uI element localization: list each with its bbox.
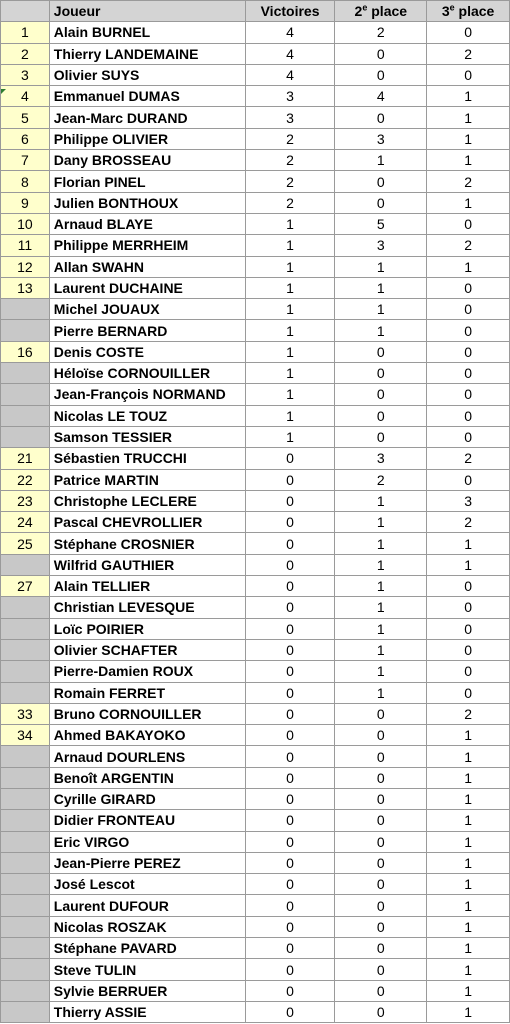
table-row — [1, 341, 510, 362]
third-place-cell[interactable]: 0 — [427, 299, 510, 320]
rank-cell[interactable]: 25 — [1, 533, 50, 554]
player-name-cell[interactable]: Pierre-Damien ROUX — [49, 661, 245, 682]
player-name-cell[interactable]: Romain FERRET — [49, 682, 245, 703]
second-place-cell[interactable]: 2 — [335, 22, 427, 43]
third-place-cell[interactable]: 2 — [427, 171, 510, 192]
header-second-place[interactable] — [335, 1, 427, 22]
third-place-cell[interactable]: 1 — [427, 916, 510, 937]
second-place-cell[interactable]: 5 — [335, 213, 427, 234]
second-place-cell[interactable]: 0 — [335, 1001, 427, 1022]
wins-cell[interactable]: 0 — [245, 448, 335, 469]
table-row — [1, 852, 510, 873]
rank-cell[interactable]: 8 — [1, 171, 50, 192]
header-third-sup: e — [449, 2, 455, 13]
third-place-cell[interactable]: 3 — [427, 490, 510, 511]
header-second-suffix: place — [367, 3, 408, 20]
table-row — [1, 384, 510, 405]
wins-cell[interactable]: 0 — [245, 512, 335, 533]
second-place-cell[interactable]: 0 — [335, 64, 427, 85]
table-row — [1, 128, 510, 149]
header-rank[interactable] — [1, 1, 50, 22]
wins-cell[interactable]: 0 — [245, 831, 335, 852]
third-place-cell[interactable]: 2 — [427, 703, 510, 724]
wins-cell[interactable]: 0 — [245, 959, 335, 980]
second-place-cell[interactable]: 0 — [335, 725, 427, 746]
table-row — [1, 618, 510, 639]
player-name-cell[interactable]: Wilfrid GAUTHIER — [49, 554, 245, 575]
wins-cell[interactable]: 1 — [245, 363, 335, 384]
table-row — [1, 639, 510, 660]
player-name-cell[interactable]: Allan SWAHN — [49, 256, 245, 277]
table-row — [1, 767, 510, 788]
second-place-cell[interactable]: 1 — [335, 682, 427, 703]
table-row — [1, 235, 510, 256]
third-place-cell[interactable]: 1 — [427, 959, 510, 980]
table-row — [1, 533, 510, 554]
player-name-cell[interactable]: Arnaud BLAYE — [49, 213, 245, 234]
wins-cell[interactable]: 2 — [245, 171, 335, 192]
third-place-cell[interactable]: 1 — [427, 810, 510, 831]
player-name-cell[interactable]: Philippe MERRHEIM — [49, 235, 245, 256]
player-name-cell[interactable]: Philippe OLIVIER — [49, 128, 245, 149]
wins-cell[interactable]: 0 — [245, 767, 335, 788]
rank-cell[interactable]: 6 — [1, 128, 50, 149]
second-place-cell[interactable]: 0 — [335, 874, 427, 895]
second-place-cell[interactable]: 0 — [335, 895, 427, 916]
player-name-cell[interactable]: Ahmed BAKAYOKO — [49, 725, 245, 746]
wins-cell[interactable]: 0 — [245, 980, 335, 1001]
second-place-cell[interactable]: 3 — [335, 235, 427, 256]
rank-cell[interactable]: 1 — [1, 22, 50, 43]
header-third-suffix: place — [454, 3, 495, 20]
wins-cell[interactable]: 2 — [245, 128, 335, 149]
second-place-cell[interactable]: 1 — [335, 277, 427, 298]
table-row — [1, 682, 510, 703]
table-row — [1, 192, 510, 213]
wins-cell[interactable]: 0 — [245, 746, 335, 767]
table-row — [1, 363, 510, 384]
third-place-cell[interactable]: 0 — [427, 682, 510, 703]
player-name-cell[interactable]: Héloïse CORNOUILLER — [49, 363, 245, 384]
rank-cell[interactable]: 12 — [1, 256, 50, 277]
third-place-cell[interactable]: 0 — [427, 576, 510, 597]
second-place-cell[interactable]: 0 — [335, 363, 427, 384]
third-place-cell[interactable]: 0 — [427, 213, 510, 234]
rank-cell[interactable]: 10 — [1, 213, 50, 234]
second-place-cell[interactable]: 1 — [335, 554, 427, 575]
third-place-cell[interactable]: 0 — [427, 639, 510, 660]
table-row — [1, 64, 510, 85]
wins-cell[interactable]: 0 — [245, 618, 335, 639]
second-place-cell[interactable]: 1 — [335, 661, 427, 682]
rank-cell[interactable] — [1, 1001, 50, 1022]
rank-cell[interactable] — [1, 788, 50, 809]
third-place-cell[interactable]: 2 — [427, 448, 510, 469]
table-row — [1, 980, 510, 1001]
comment-marker-icon — [1, 89, 6, 94]
third-place-cell[interactable]: 2 — [427, 43, 510, 64]
rank-cell[interactable]: 11 — [1, 235, 50, 256]
table-row — [1, 1001, 510, 1022]
second-place-cell[interactable]: 0 — [335, 341, 427, 362]
rank-cell[interactable] — [1, 980, 50, 1001]
table-row — [1, 213, 510, 234]
table-row — [1, 554, 510, 575]
rank-cell[interactable] — [1, 405, 50, 426]
player-name-cell[interactable]: Benoît ARGENTIN — [49, 767, 245, 788]
second-place-cell[interactable]: 0 — [335, 384, 427, 405]
table-row — [1, 405, 510, 426]
table-row — [1, 469, 510, 490]
player-name-cell[interactable]: Dany BROSSEAU — [49, 150, 245, 171]
wins-cell[interactable]: 3 — [245, 86, 335, 107]
third-place-cell[interactable]: 1 — [427, 788, 510, 809]
wins-cell[interactable]: 3 — [245, 107, 335, 128]
player-name-cell[interactable]: Steve TULIN — [49, 959, 245, 980]
second-place-cell[interactable]: 0 — [335, 788, 427, 809]
player-name-cell[interactable]: Samson TESSIER — [49, 426, 245, 447]
rank-cell[interactable] — [1, 746, 50, 767]
third-place-cell[interactable]: 0 — [427, 469, 510, 490]
wins-cell[interactable]: 1 — [245, 256, 335, 277]
rank-cell[interactable]: 16 — [1, 341, 50, 362]
header-row — [1, 1, 510, 22]
rank-cell[interactable] — [1, 831, 50, 852]
third-place-cell[interactable]: 0 — [427, 405, 510, 426]
table-row — [1, 320, 510, 341]
second-place-cell[interactable]: 1 — [335, 320, 427, 341]
third-place-cell[interactable]: 1 — [427, 852, 510, 873]
rank-cell[interactable] — [1, 852, 50, 873]
rank-cell[interactable] — [1, 767, 50, 788]
player-name-cell[interactable]: Alain TELLIER — [49, 576, 245, 597]
second-place-cell[interactable]: 0 — [335, 767, 427, 788]
rank-cell[interactable] — [1, 384, 50, 405]
wins-cell[interactable]: 1 — [245, 320, 335, 341]
wins-cell[interactable]: 0 — [245, 490, 335, 511]
table-row — [1, 831, 510, 852]
rank-cell[interactable]: 34 — [1, 725, 50, 746]
wins-cell[interactable]: 1 — [245, 384, 335, 405]
third-place-cell[interactable]: 1 — [427, 874, 510, 895]
wins-cell[interactable]: 0 — [245, 703, 335, 724]
second-place-cell[interactable]: 3 — [335, 448, 427, 469]
third-place-cell[interactable]: 0 — [427, 22, 510, 43]
rank-cell[interactable] — [1, 895, 50, 916]
wins-cell[interactable]: 0 — [245, 1001, 335, 1022]
wins-cell[interactable]: 0 — [245, 639, 335, 660]
table-row — [1, 703, 510, 724]
table-row — [1, 810, 510, 831]
third-place-cell[interactable]: 1 — [427, 938, 510, 959]
wins-cell[interactable]: 0 — [245, 788, 335, 809]
player-name-cell[interactable]: Stéphane CROSNIER — [49, 533, 245, 554]
wins-cell[interactable]: 0 — [245, 938, 335, 959]
header-player[interactable]: Joueur — [49, 1, 245, 22]
third-place-cell[interactable]: 0 — [427, 384, 510, 405]
third-place-cell[interactable]: 0 — [427, 363, 510, 384]
player-name-cell[interactable]: Thierry LANDEMAINE — [49, 43, 245, 64]
second-place-cell[interactable]: 0 — [335, 831, 427, 852]
player-name-cell[interactable]: Loïc POIRIER — [49, 618, 245, 639]
third-place-cell[interactable]: 1 — [427, 831, 510, 852]
third-place-cell[interactable]: 1 — [427, 128, 510, 149]
header-third-prefix: 3 — [441, 3, 450, 20]
second-place-cell[interactable]: 0 — [335, 916, 427, 937]
player-name-cell[interactable]: Jean-François NORMAND — [49, 384, 245, 405]
third-place-cell[interactable]: 0 — [427, 341, 510, 362]
wins-cell[interactable]: 4 — [245, 22, 335, 43]
second-place-cell[interactable]: 0 — [335, 703, 427, 724]
second-place-cell[interactable]: 0 — [335, 192, 427, 213]
second-place-cell[interactable]: 0 — [335, 810, 427, 831]
player-name-cell[interactable]: Jean-Pierre PEREZ — [49, 852, 245, 873]
player-name-cell[interactable]: Jean-Marc DURAND — [49, 107, 245, 128]
rank-cell[interactable] — [1, 320, 50, 341]
player-name-cell[interactable]: Florian PINEL — [49, 171, 245, 192]
second-place-cell[interactable]: 1 — [335, 576, 427, 597]
third-place-cell[interactable]: 2 — [427, 235, 510, 256]
player-name-cell[interactable]: Michel JOUAUX — [49, 299, 245, 320]
player-name-cell[interactable]: Laurent DUCHAINE — [49, 277, 245, 298]
third-place-cell[interactable]: 0 — [427, 661, 510, 682]
wins-cell[interactable]: 0 — [245, 810, 335, 831]
player-name-cell[interactable]: Alain BURNEL — [49, 22, 245, 43]
second-place-cell[interactable]: 0 — [335, 852, 427, 873]
third-place-cell[interactable]: 1 — [427, 725, 510, 746]
rank-cell[interactable]: 13 — [1, 277, 50, 298]
second-place-cell[interactable]: 0 — [335, 746, 427, 767]
rank-cell[interactable]: 21 — [1, 448, 50, 469]
rank-cell[interactable] — [1, 682, 50, 703]
wins-cell[interactable]: 0 — [245, 576, 335, 597]
rank-cell[interactable] — [1, 916, 50, 937]
second-place-cell[interactable]: 0 — [335, 980, 427, 1001]
third-place-cell[interactable]: 1 — [427, 533, 510, 554]
wins-cell[interactable]: 1 — [245, 235, 335, 256]
table-row — [1, 171, 510, 192]
second-place-cell[interactable]: 0 — [335, 107, 427, 128]
wins-cell[interactable]: 0 — [245, 895, 335, 916]
table-row — [1, 22, 510, 43]
wins-cell[interactable]: 1 — [245, 405, 335, 426]
rank-cell[interactable]: 7 — [1, 150, 50, 171]
second-place-cell[interactable]: 1 — [335, 533, 427, 554]
second-place-cell[interactable]: 0 — [335, 938, 427, 959]
second-place-cell[interactable]: 0 — [335, 43, 427, 64]
rank-cell[interactable]: 3 — [1, 64, 50, 85]
second-place-cell[interactable]: 0 — [335, 959, 427, 980]
player-name-cell[interactable]: Eric VIRGO — [49, 831, 245, 852]
table-row — [1, 895, 510, 916]
wins-cell[interactable]: 0 — [245, 469, 335, 490]
table-row — [1, 959, 510, 980]
wins-cell[interactable]: 1 — [245, 299, 335, 320]
third-place-cell[interactable]: 1 — [427, 895, 510, 916]
third-place-cell[interactable]: 0 — [427, 426, 510, 447]
rank-cell[interactable] — [1, 299, 50, 320]
rank-cell[interactable] — [1, 938, 50, 959]
third-place-cell[interactable]: 1 — [427, 107, 510, 128]
wins-cell[interactable]: 0 — [245, 852, 335, 873]
third-place-cell[interactable]: 1 — [427, 746, 510, 767]
second-place-cell[interactable]: 0 — [335, 405, 427, 426]
second-place-cell[interactable]: 1 — [335, 618, 427, 639]
wins-cell[interactable]: 1 — [245, 426, 335, 447]
table-row — [1, 512, 510, 533]
wins-cell[interactable]: 0 — [245, 916, 335, 937]
rank-cell[interactable] — [1, 639, 50, 660]
table-row — [1, 725, 510, 746]
second-place-cell[interactable]: 1 — [335, 150, 427, 171]
table-row — [1, 150, 510, 171]
rank-cell[interactable] — [1, 618, 50, 639]
third-place-cell[interactable]: 1 — [427, 767, 510, 788]
table-row — [1, 597, 510, 618]
table-row — [1, 43, 510, 64]
wins-cell[interactable]: 0 — [245, 554, 335, 575]
second-place-cell[interactable]: 1 — [335, 639, 427, 660]
table-row — [1, 256, 510, 277]
wins-cell[interactable]: 0 — [245, 661, 335, 682]
rank-cell[interactable]: 24 — [1, 512, 50, 533]
header-second-sup: e — [362, 2, 368, 13]
player-name-cell[interactable]: Denis COSTE — [49, 341, 245, 362]
wins-cell[interactable]: 4 — [245, 64, 335, 85]
table-row — [1, 661, 510, 682]
table-row — [1, 938, 510, 959]
third-place-cell[interactable]: 0 — [427, 64, 510, 85]
player-name-cell[interactable]: Patrice MARTIN — [49, 469, 245, 490]
table-row — [1, 746, 510, 767]
rank-cell[interactable] — [1, 661, 50, 682]
header-second-prefix: 2 — [354, 3, 363, 20]
player-name-cell[interactable]: Pierre BERNARD — [49, 320, 245, 341]
table-row — [1, 86, 510, 107]
third-place-cell[interactable]: 1 — [427, 554, 510, 575]
player-name-cell[interactable]: Stéphane PAVARD — [49, 938, 245, 959]
table-row — [1, 576, 510, 597]
wins-cell[interactable]: 1 — [245, 277, 335, 298]
table-row — [1, 916, 510, 937]
wins-cell[interactable]: 2 — [245, 192, 335, 213]
third-place-cell[interactable]: 1 — [427, 1001, 510, 1022]
wins-cell[interactable]: 0 — [245, 725, 335, 746]
rank-cell[interactable]: 2 — [1, 43, 50, 64]
wins-cell[interactable]: 2 — [245, 150, 335, 171]
second-place-cell[interactable]: 1 — [335, 299, 427, 320]
player-name-cell[interactable]: Olivier SUYS — [49, 64, 245, 85]
player-name-cell[interactable]: Arnaud DOURLENS — [49, 746, 245, 767]
rank-cell[interactable]: 23 — [1, 490, 50, 511]
third-place-cell[interactable]: 2 — [427, 512, 510, 533]
rank-cell[interactable] — [1, 426, 50, 447]
wins-cell[interactable]: 1 — [245, 213, 335, 234]
player-name-cell[interactable]: Christian LEVESQUE — [49, 597, 245, 618]
rank-cell[interactable]: 4 — [1, 86, 50, 107]
second-place-cell[interactable]: 1 — [335, 597, 427, 618]
third-place-cell[interactable]: 0 — [427, 320, 510, 341]
wins-cell[interactable]: 0 — [245, 874, 335, 895]
table-row — [1, 107, 510, 128]
rank-cell[interactable]: 33 — [1, 703, 50, 724]
second-place-cell[interactable]: 0 — [335, 171, 427, 192]
second-place-cell[interactable]: 0 — [335, 426, 427, 447]
rank-cell[interactable]: 5 — [1, 107, 50, 128]
rank-cell[interactable] — [1, 554, 50, 575]
player-name-cell[interactable]: Sylvie BERRUER — [49, 980, 245, 1001]
player-name-cell[interactable]: Didier FRONTEAU — [49, 810, 245, 831]
player-name-cell[interactable]: Nicolas LE TOUZ — [49, 405, 245, 426]
table-row — [1, 874, 510, 895]
wins-cell[interactable]: 4 — [245, 43, 335, 64]
second-place-cell[interactable]: 1 — [335, 512, 427, 533]
second-place-cell[interactable]: 1 — [335, 256, 427, 277]
rank-cell[interactable] — [1, 959, 50, 980]
table-row — [1, 299, 510, 320]
third-place-cell[interactable]: 1 — [427, 192, 510, 213]
second-place-cell[interactable]: 2 — [335, 469, 427, 490]
third-place-cell[interactable]: 0 — [427, 618, 510, 639]
rank-cell[interactable]: 22 — [1, 469, 50, 490]
player-name-cell[interactable]: Olivier SCHAFTER — [49, 639, 245, 660]
player-name-cell[interactable]: Julien BONTHOUX — [49, 192, 245, 213]
player-name-cell[interactable]: José Lescot — [49, 874, 245, 895]
rank-cell[interactable] — [1, 597, 50, 618]
table-row — [1, 277, 510, 298]
wins-cell[interactable]: 1 — [245, 341, 335, 362]
third-place-cell[interactable]: 1 — [427, 150, 510, 171]
standings-body — [1, 22, 510, 1023]
table-row — [1, 788, 510, 809]
rank-cell[interactable]: 27 — [1, 576, 50, 597]
player-name-cell[interactable]: Bruno CORNOUILLER — [49, 703, 245, 724]
third-place-cell[interactable]: 0 — [427, 597, 510, 618]
rank-cell[interactable] — [1, 363, 50, 384]
third-place-cell[interactable]: 1 — [427, 86, 510, 107]
rank-cell[interactable] — [1, 874, 50, 895]
player-name-cell[interactable]: Cyrille GIRARD — [49, 788, 245, 809]
second-place-cell[interactable]: 3 — [335, 128, 427, 149]
player-name-cell[interactable]: Pascal CHEVROLLIER — [49, 512, 245, 533]
player-name-cell[interactable]: Emmanuel DUMAS — [49, 86, 245, 107]
rank-cell[interactable]: 9 — [1, 192, 50, 213]
table-row — [1, 426, 510, 447]
table-row — [1, 448, 510, 469]
player-name-cell[interactable]: Nicolas ROSZAK — [49, 916, 245, 937]
wins-cell[interactable]: 0 — [245, 682, 335, 703]
third-place-cell[interactable]: 0 — [427, 277, 510, 298]
third-place-cell[interactable]: 1 — [427, 980, 510, 1001]
second-place-cell[interactable]: 4 — [335, 86, 427, 107]
rank-cell[interactable] — [1, 810, 50, 831]
table-row — [1, 490, 510, 511]
second-place-cell[interactable]: 1 — [335, 490, 427, 511]
player-name-cell[interactable]: Christophe LECLERE — [49, 490, 245, 511]
player-name-cell[interactable]: Laurent DUFOUR — [49, 895, 245, 916]
header-third-place[interactable] — [427, 1, 510, 22]
third-place-cell[interactable]: 1 — [427, 256, 510, 277]
wins-cell[interactable]: 0 — [245, 533, 335, 554]
player-name-cell[interactable]: Thierry ASSIE — [49, 1001, 245, 1022]
wins-cell[interactable]: 0 — [245, 597, 335, 618]
header-wins[interactable]: Victoires — [245, 1, 335, 22]
player-name-cell[interactable]: Sébastien TRUCCHI — [49, 448, 245, 469]
